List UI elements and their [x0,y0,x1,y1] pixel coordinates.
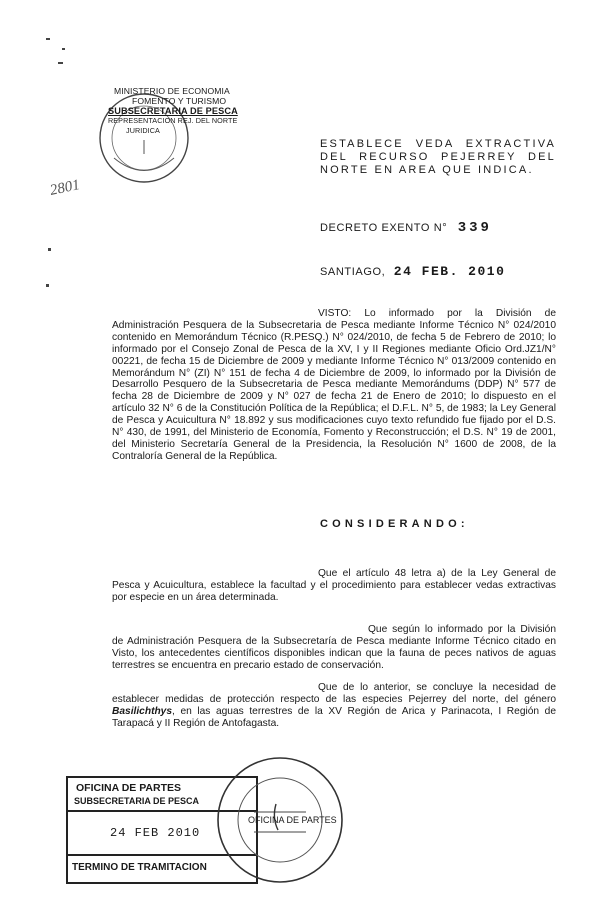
considerando-2: Que según lo informado por la División de Administración Pesquera de la Subsecretaría de Pesca mediante Informe Técnico citado en Visto, los antecedentes científicos disponibles indican que la fauna de peces nativos de aguas terrestres se encuentra en precario estado de conservación. [112,624,556,671]
place-date: 24 FEB. 2010 [393,264,506,279]
scan-mark [58,62,63,64]
visto-text: Lo informado por la División de Administración Pesquera de la Subsecretaria de Pesca mediante Informe Técnico N° 024/2010 contenido en Memorándum Técnico (R.PESQ.) N° 024/2010, de fecha 5 de Febrero de 2010; lo informado por el Consejo Zonal de Pesca de la XV, I y II Regiones mediante Oficio Ord.JZ1/N° 00221, de fecha 15 de Diciembre de 2009 y mediante Informe Técnico N° 013/2009 contenido en Memorándum N° (ZI) N° 151 de fecha 4 de Diciembre de 2009, lo informado por la División de Desarrollo Pesquero de la Subsecretaria de Pesca mediante Memorándums (DDP) N° 577 de fecha 28 de Diciembre de 2009 y N° 027 de fecha 21 de Enero de 2010; lo dispuesto en el artículo 32 N° 6 de la Constitución Política de la República; el D.F.L. N° 5, de 1983; la Ley General de Pesca y Acuicultura N° 18.892 y sus modificaciones cuyo texto refundido fue fijado por el D.S. N° 430, de 1991, del Ministerio de Economía, Fomento y Reconstrucción; el D.S. N° 19 de 2001, del Ministerio Secretaría General de la Presidencia, la Resolución N° 1600 de 2008, de la Contraloría General de la República. [112,308,556,462]
scan-mark [48,248,51,251]
considerando-1: Que el artículo 48 letra a) de la Ley General de Pesca y Acuicultura, establece la facultad y el procedimiento para establecer vedas extractivas por especie en un área determinada. [112,568,556,603]
place-date-line [320,262,505,280]
scan-mark [46,284,49,287]
letterhead [108,86,238,136]
stamp-line2: SUBSECRETARIA DE PESCA [74,796,200,806]
round-stamp [214,754,346,886]
letterhead-representacion: REPRESENTACION REJ. DEL NORTE [108,116,238,125]
letterhead-juridica: JURIDICA [126,126,160,135]
scan-mark [46,38,50,40]
decree-label: DECRETO EXENTO N° [320,222,448,234]
letterhead-fomento: FOMENTO Y TURISMO [132,96,227,106]
considerando-3 [112,682,556,730]
place-city: SANTIAGO, [320,266,386,278]
scan-mark [62,48,65,50]
visto-paragraph [112,308,556,463]
considerando-3-before: Que de lo anterior, se concluye la necesidad de establecer medidas de protección respecto de las especies Pejerrey del norte, del género [112,682,556,705]
decree-number: 339 [457,220,492,236]
round-stamp-inner: OFICINA DE PARTES [248,815,337,825]
stamp-line1: OFICINA DE PARTES [76,782,182,794]
genus-name: Basilichthys [112,705,173,717]
decree-number-line [320,218,492,236]
considerando-3-after: , en las aguas terrestres de la XV Región de Arica y Parinacota, I Región de Tarapacá y II Región de Antofagasta. [112,705,556,729]
visto-lead: VISTO: [318,308,352,319]
handwritten-number: 2801 [48,177,82,199]
stamp-date: 24 FEB 2010 [110,826,201,840]
letterhead-ministry: MINISTERIO DE ECONOMIA [114,86,230,96]
stamp-footer: TERMINO DE TRAMITACION [72,862,207,873]
considerando-heading: CONSIDERANDO: [320,518,469,530]
decree-title: ESTABLECE VEDA EXTRACTIVA DEL RECURSO PEJERREY DEL NORTE EN AREA QUE INDICA. [320,138,556,176]
letterhead-subsecretaria: SUBSECRETARIA DE PESCA [108,106,238,116]
